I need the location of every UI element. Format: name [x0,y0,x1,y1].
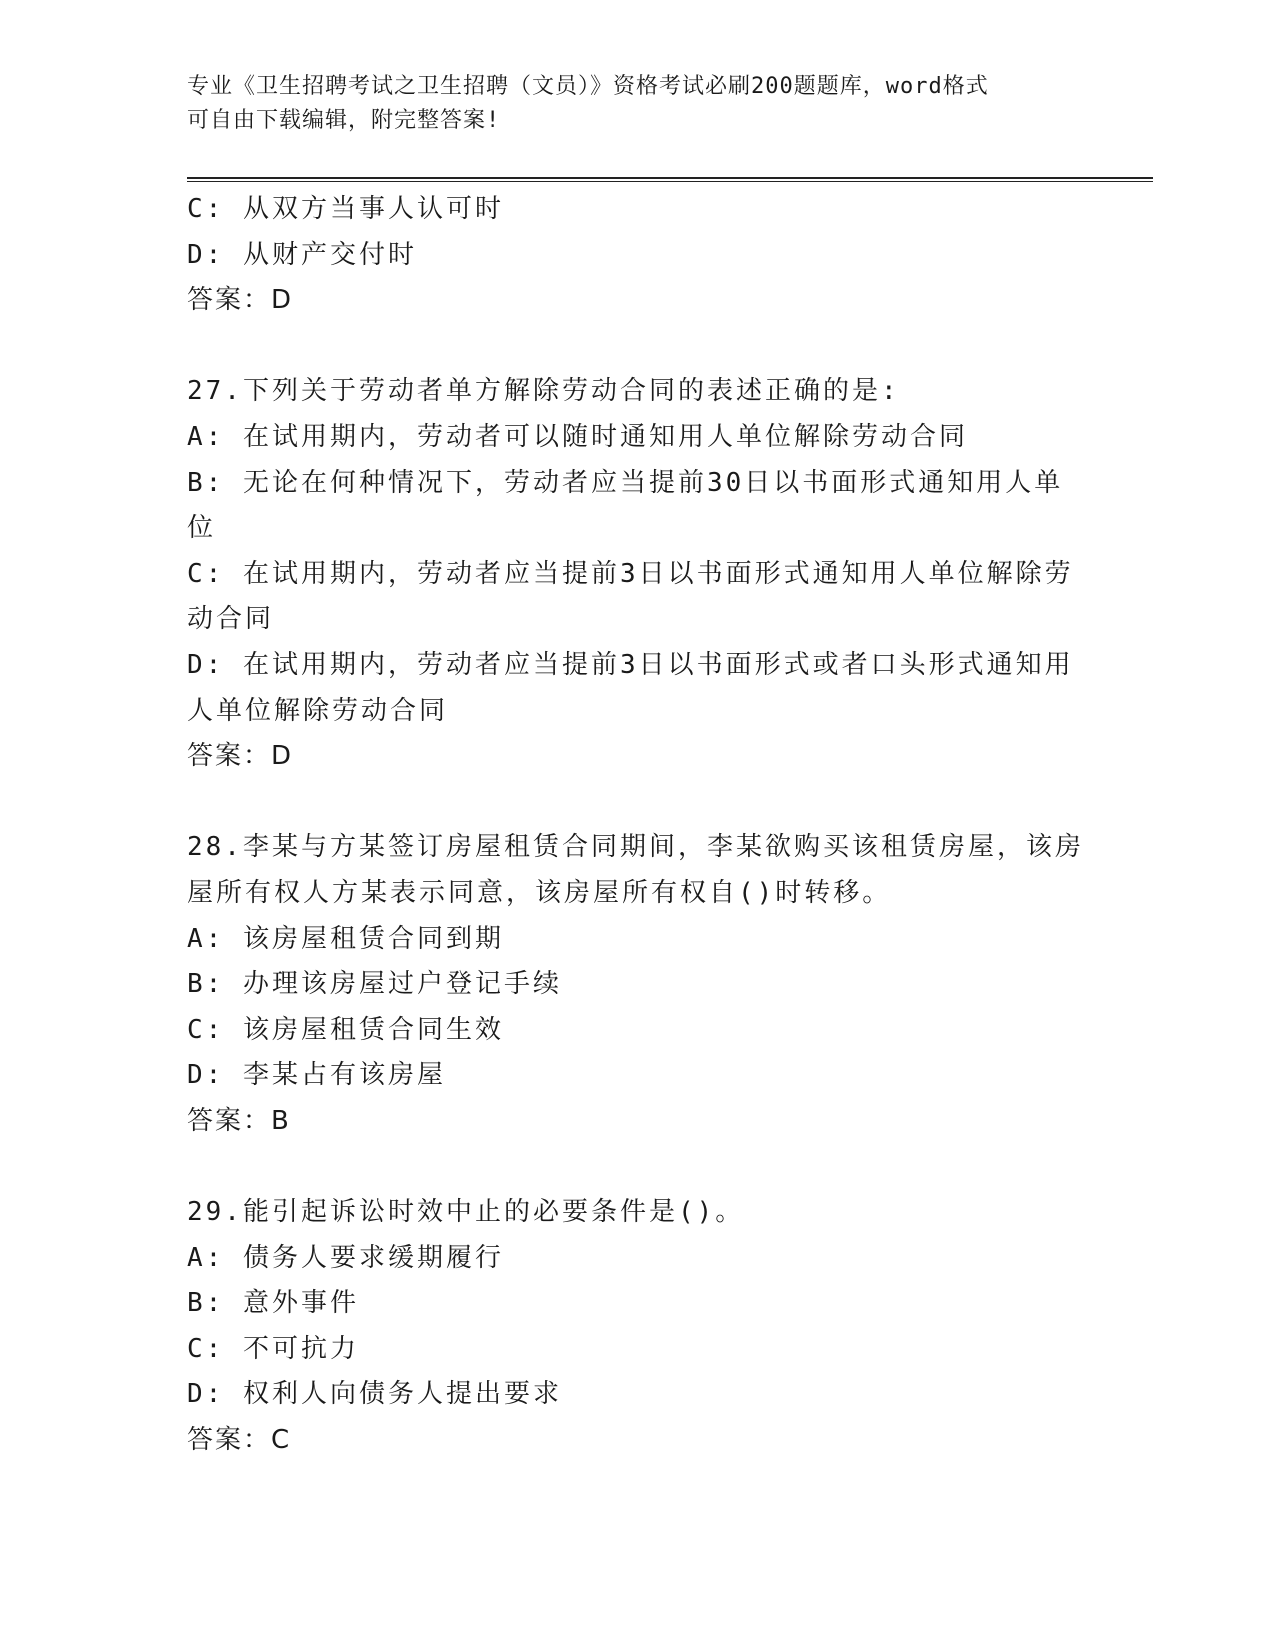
option-a: A: 在试用期内，劳动者可以随时通知用人单位解除劳动合同 [187,421,968,452]
question-stem: 28.李某与方某签订房屋租赁合同期间，李某欲购买该租赁房屋，该房屋所有权人方某表示同意，该房屋所有权自()时转移。 [187,832,1084,908]
answer-line: 答案：D [187,741,294,772]
spacer [187,324,1087,370]
spacer [187,1144,1087,1190]
header-line-1: 专业《卫生招聘考试之卫生招聘（文员）》资格考试必刷200题题库，word格式 [187,74,989,99]
document-body [187,187,1087,1464]
option-c: C: 该房屋租赁合同生效 [187,1014,504,1045]
spacer [187,780,1087,826]
option-b: B: 意外事件 [187,1288,359,1319]
answer-line: 答案：B [187,1105,291,1136]
option-d: D: 李某占有该房屋 [187,1060,446,1091]
question-27 [187,369,1087,779]
answer-line: 答案：D [187,285,294,316]
page-header [187,70,1077,138]
header-divider [187,177,1153,182]
option-c: C: 从双方当事人认可时 [187,194,504,224]
option-b: B: 办理该房屋过户登记手续 [187,969,562,1000]
option-c: C: 在试用期内，劳动者应当提前3日以书面形式通知用人单位解除劳动合同 [187,558,1074,635]
question-29 [187,1190,1087,1464]
option-b: B: 无论在何种情况下，劳动者应当提前30日以书面形式通知用人单位 [187,467,1064,544]
question-stem: 29.能引起诉讼时效中止的必要条件是()。 [187,1197,745,1228]
header-line-2: 可自由下载编辑，附完整答案! [187,108,501,133]
question-stem: 27.下列关于劳动者单方解除劳动合同的表述正确的是: [187,376,900,407]
question-28 [187,825,1087,1144]
option-a: A: 债务人要求缓期履行 [187,1242,504,1273]
option-d: D: 从财产交付时 [187,239,417,270]
option-d: D: 在试用期内，劳动者应当提前3日以书面形式或者口头形式通知用人单位解除劳动合同 [187,649,1074,726]
option-d: D: 权利人向债务人提出要求 [187,1379,562,1410]
option-c: C: 不可抗力 [187,1333,359,1364]
answer-line: 答案：C [187,1425,292,1456]
option-a: A: 该房屋租赁合同到期 [187,923,504,954]
continued-question [187,187,1087,324]
